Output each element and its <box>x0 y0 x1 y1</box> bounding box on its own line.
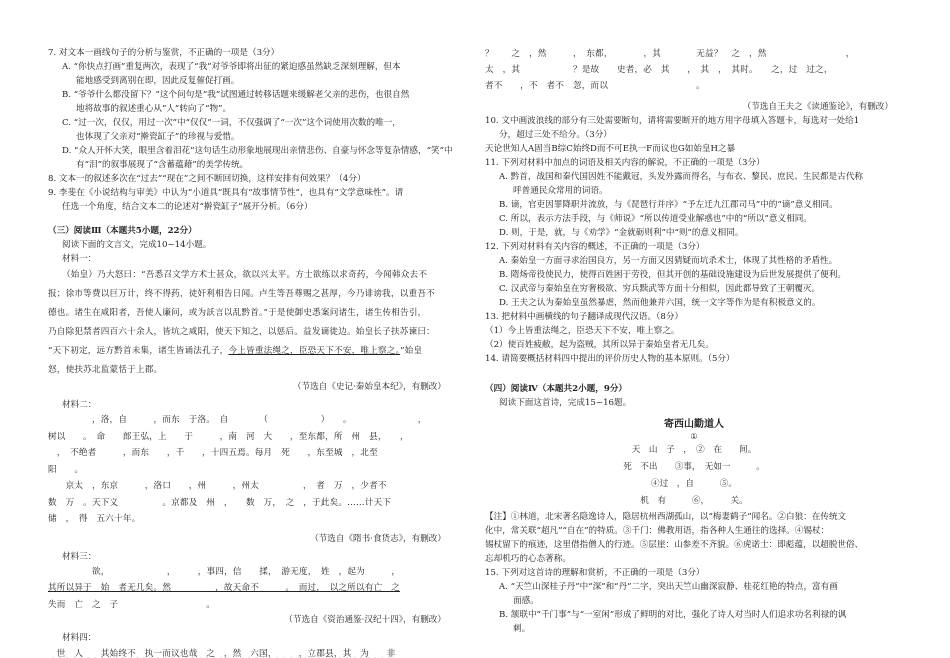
q7-option-d: D. “众人开怀大笑，眼里含着泪花”这句话生动形象地展现出亲情悲伤、自豪与怀念等复杂情感，“笑”中 <box>62 146 453 156</box>
q15-option-b-cont: 刺。 <box>513 624 531 634</box>
poem-note-mark: ① <box>690 432 698 441</box>
poem-notes: 忘却机巧的心态著称。 <box>485 554 571 564</box>
question-15: 15. 下列对这首诗的理解和赏析，不正确的一项是（3分） <box>485 568 705 578</box>
m3-line: 失而 亡 之 子 。 <box>48 599 216 610</box>
material-4-cont <box>485 46 903 94</box>
question-12: 12. 下列对材料有关内容的概述，不正确的一项是（3分） <box>485 242 705 252</box>
q7-option-d-cont: 有“泪”的叙事展现了“含蓄蕴藉”的美学传统。 <box>76 160 249 170</box>
spacer <box>485 410 903 418</box>
material-1-label: 材料一： <box>62 254 97 264</box>
m2-line: 阳 。 <box>48 464 84 475</box>
section-3-title: （三）阅读Ⅲ（本题共5小题，22分） <box>48 226 197 236</box>
q15-option-a-cont: 面感。 <box>513 596 539 606</box>
q11-option-a: A. 黔首，战国和秦代国因姓不能戴冠，头发外露而得名，与布衣、黎民、庶民、生民都是古代称 <box>499 172 864 182</box>
material-2-text <box>48 412 456 528</box>
q15-option-b: B. 颔联中“千门事”与“一室闲”形成了鲜明的对比，强化了诗人对当时人们追求功名利禄的讽 <box>499 610 847 620</box>
q11-option-b: B. 谪，官吏因罪降职并流放，与《琵琶行并序》“予左迁九江郡司马”中的“谪”意义相同。 <box>499 200 838 210</box>
m4-cont-line: 者不 ，不 者不 忽，而以 。 <box>485 81 705 91</box>
q7-option-b-cont: 地将故事的叙述重心从“人”转向了“物”。 <box>76 104 232 114</box>
m2-line: 京太 ，东京 ，洛口 ，州 ，州太 ， 者 万 ，少者不 <box>48 481 387 491</box>
material-3-source: （节选自《资治通鉴·汉纪十四》，有删改） <box>284 615 446 625</box>
q11-option-c: C. 所以，表示方法手段，与《师说》“所以传道受业解惑也”中的“所以”意义相同。 <box>499 214 812 224</box>
m1-underlined-sentence: 今上皆重法绳之，臣恐天下不安，唯上察之。 <box>228 346 401 356</box>
question-7: 7. 对文本一画线句子的分析与鉴赏，不正确的一项是（3分） <box>48 48 280 58</box>
material-4-source: （节选自王夫之《读通鉴论》，有删改） <box>742 102 893 112</box>
material-4-line: 世 人 其始终不 执一而议也哉 之 ，然 六国， ，立郡县，其 为 非 <box>48 649 396 658</box>
poem-line: 天 山 子 ， ② 在 间。 <box>631 445 757 455</box>
q12-option-d: D. 王夫之认为秦始皇虽然暴虐，然而他兼并六国，统一文字等作为是有积极意义的。 <box>499 298 821 308</box>
m2-line: 数 万 。天下义 。京都及 州 ， 数 万， 之 ，于此矣。……计天下 <box>48 497 392 508</box>
poem-notes: 锡杖留下的痕迹，这里借指僧人的行迹。⑤层崖：山参差不齐貌。⑥虎诺士：即彪蕴，以超脱世俗、 <box>485 540 864 550</box>
section-4-intro: 阅读下面这首诗，完成15~16题。 <box>499 398 632 408</box>
q12-option-b: B. 隋炀帝役使民力，使得百姓困于劳役，但其开创的基础设施建设为后世发展提供了便利。 <box>499 270 846 280</box>
question-8: 8. 文本一的叙述多次在“过去”“现在”之间不断回切换，这样安排有何效果？（4分） <box>48 174 366 184</box>
question-9-cont: 任选一个角度，结合文本二的论述对“擀瓷缸子”展开分析。（6分） <box>62 202 313 212</box>
question-9: 9. 李斐在《小说结构与审美》中认为“小道具”既具有“故事情节性”，也具有“文学意味性”。请 <box>48 188 404 198</box>
right-column <box>485 0 903 658</box>
q11-option-a-cont: 呼普通民众常用的词语。 <box>513 186 608 196</box>
top-spacer <box>48 0 456 46</box>
poem-line: ④过 ，自 ⑤。 <box>651 479 737 489</box>
m2-line: ，洛，自 ，而东 于洛。 自 （ ） 。 ， <box>48 415 427 425</box>
q13-item-2: （2）使百姓疲敝，起为盗贼，其所以异于秦始皇者无几矣。 <box>485 340 714 350</box>
m1-line: 报；徐市等费以巨万计，终不得药，徒奸利相告日闻。卢生等吾尊赐之甚厚，今乃诽谤我，以重吾不 <box>48 289 435 299</box>
poem-line: 机 有 ⑥， 关。 <box>640 496 748 506</box>
material-4-label: 材料四： <box>62 633 97 643</box>
q11-option-d: D. 则，于是，就，与《劝学》“金就砺则利”中“则”的意义相同。 <box>499 228 744 238</box>
material-2-source: （节选自《隋书·食货志》，有删改） <box>310 533 446 544</box>
m4-cont-line: ？ 之 ，然 ， 东都， ，其 无益？ 之 ，然 ， <box>485 49 855 59</box>
q7-option-a-cont: 能地感受到离别在即，因此反复催促打画。 <box>76 76 240 86</box>
m1-line <box>48 342 456 361</box>
spacer <box>48 214 456 224</box>
section-3-intro: 阅读下面的文言文，完成10~14小题。 <box>62 240 212 250</box>
q10-sentence: 天论世知人A固当B综C始终D而不可E执一F而议也G如始皇H之暴 <box>485 144 736 154</box>
poem-title: 寄西山勤道人 <box>664 419 724 430</box>
q12-option-c: C. 汉武帝与秦始皇在穷奢极欲、穷兵黩武等方面十分相似，因此都导致了王朝覆灭。 <box>499 284 821 294</box>
m3-line: 欲， ， ，事四，信 揉， 游无度， 姓 ，起为 ， <box>48 566 401 577</box>
question-14: 14. 请简要概括材料四中提出的评价历史人物的基本原则。（5分） <box>485 354 735 364</box>
m1-line: （始皇）乃大怒曰：“吾悉召文学方术士甚众，欲以兴太平。方士欲练以求奇药，今闻韩众去不 <box>62 270 428 280</box>
question-11: 11. 下列对材料中加点的词语及相关内容的解说，不正确的一项是（3分） <box>485 158 765 168</box>
poem-body <box>485 442 903 510</box>
material-1-source: （节选自《史记·秦始皇本纪》，有删改） <box>292 382 446 392</box>
poem-line: 死 不出 ③事， 无如一 。 <box>623 462 765 472</box>
m4-cont-line: 太 ，其 ？是故 史者，必 其 ， 其 ， 其时。 之，过 过之， <box>485 65 833 75</box>
m1-line: 乃自除犯禁者四百六十余人，皆坑之咸阳，使天下知之，以惩后。益发谪徙边。始皇长子扶苏谏曰： <box>48 327 435 337</box>
material-2-label: 材料二： <box>62 400 97 410</box>
question-10: 10. 文中画波浪线的部分有三处需要断句，请将需要断开的地方用字母填入答题卡，每选对一处给1 <box>485 116 860 126</box>
m1-line: 德也。诸生在咸阳者，吾使人廉问，或为訞言以乱黔首。”于是使御史悉案问诸生，诸生传相告引， <box>48 308 427 318</box>
material-3-label: 材料三： <box>62 551 97 562</box>
m2-line: 储 ， 得 五六十年。 <box>48 514 141 524</box>
section-4-title: （四）阅读Ⅳ（本题共2小题，9分） <box>485 384 628 394</box>
q7-option-c: C. “过一次，仅仅，用过一次”中“仅仅”一词，不仅强调了“一次”这个词使用次数的唯一， <box>62 118 401 128</box>
m1-line: 怒，使扶苏北监蒙恬于上郡。 <box>48 365 163 375</box>
spacer <box>485 366 903 382</box>
question-10-cont: 分，超过三处不给分。（3分） <box>499 130 612 140</box>
q13-item-1: （1）今上皆重法绳之，臣恐天下不安，唯上察之。 <box>485 326 680 336</box>
poem-notes: 【注】①林道，北宋著名隐逸诗人，隐居杭州西湖孤山，以“梅妻鹤子”闻名。②白狼：在传统文 <box>485 512 847 522</box>
left-column <box>48 0 456 658</box>
material-1-text <box>48 266 456 380</box>
question-13: 13. 把材料中画横线的句子翻译成现代汉语。（8分） <box>485 312 684 322</box>
q7-option-b: B. “爷爷什么都没留下？”这个问句是“我”试图通过转移话题来缓解老父亲的悲伤，也很自然 <box>62 90 410 100</box>
q7-option-c-cont: 也体现了父亲对“擀瓷缸子”的珍视与爱惜。 <box>76 132 240 142</box>
top-spacer <box>485 0 903 46</box>
m2-line: ， 不绝者 ，而东 ，千 ，十四五焉。每月 死 ，东至城 ，北至 <box>48 448 378 458</box>
m2-line: 树以 。 命 郎王弘，上 于 ，南 河 大 ，至东都，所 州 县， ， <box>48 431 423 442</box>
m3-line: 其所以异于 始 者无几矣。然 ，故天命不 。 而过， 以之所以有亡 之 <box>48 583 400 593</box>
q12-option-a: A. 秦始皇一方面寻求治国良方，另一方面又因猜疑而坑杀术士，体现了其性格的矛盾性。 <box>499 256 838 266</box>
q7-option-a: A. “你快点打画”重复两次，表现了“我”对爷爷即将出征的紧迫感虽然缺乏深刻理解，但本 <box>62 62 401 72</box>
poem-notes: 化中，常关联“超凡”“自在”的特质。③千门：佛教用语，指各种人生通往的选择。④锡杖： <box>485 526 830 536</box>
m1-text: “天下初定，远方黔首未集，诸生皆诵法孔子， <box>48 346 229 356</box>
m1-text: ”始皇 <box>400 346 423 356</box>
material-3-text <box>48 564 456 614</box>
q15-option-a: A. “天竺山深桂子丹”中“深”和“丹”二字，突出天竺山幽深寂静、桂花红艳的特点，富有画 <box>499 582 838 592</box>
